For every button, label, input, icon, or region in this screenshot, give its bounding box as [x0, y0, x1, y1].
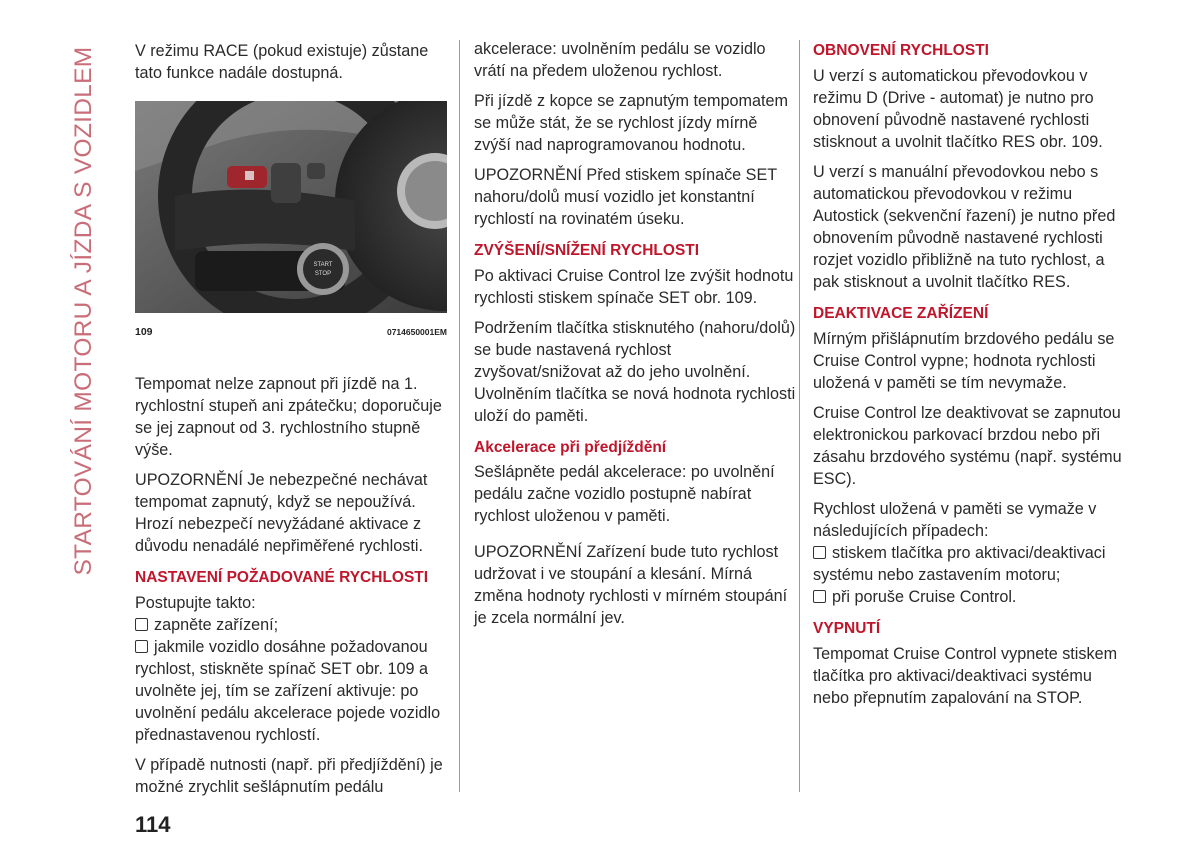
paragraph: Po aktivaci Cruise Control lze zvýšit hodnotu rychlosti stiskem spínače SET obr. 109.: [474, 267, 794, 307]
paragraph: Rychlost uložená v paměti se vymaže v následujících případech:: [813, 500, 1097, 540]
paragraph: Postupujte takto:: [135, 594, 256, 612]
figure-code: 0714650001EM: [386, 327, 447, 337]
column-divider-right: [799, 40, 800, 792]
page-number: 114: [135, 812, 171, 837]
warning-paragraph: UPOZORNĚNÍ Je nebezpečné nechávat tempomat zapnutý, když se nepoužívá. Hrozí nebezpečí nevyžádané aktivace z důvodu nenadálé nepřiměřené rychlosti.: [135, 471, 428, 555]
checkbox-bullet-icon: [135, 640, 148, 653]
paragraph: Cruise Control lze deaktivovat se zapnutou elektronickou parkovací brzdou nebo při zásahu brzdového systému (např. systému ESC).: [813, 404, 1122, 488]
list-item: [135, 614, 447, 636]
checkbox-bullet-icon: [135, 618, 148, 631]
warning-paragraph: UPOZORNĚNÍ Před stiskem spínače SET nahoru/dolů musí vozidlo jet konstantní rychlostí na rovinatém úseku.: [474, 166, 777, 228]
list-item: [813, 586, 1129, 608]
list-item: [813, 542, 1129, 586]
side-section-title: [66, 44, 102, 578]
checkbox-bullet-icon: [813, 546, 826, 559]
column-3: [813, 40, 1129, 717]
paragraph: Podržením tlačítka stisknutého (nahoru/dolů) se bude nastavená rychlost zvyšovat/snižovat až do jeho uvolnění. Uvolněním tlačítka se nová hodnota rychlosti uloží do paměti.: [474, 319, 796, 425]
heading-increase-decrease: ZVÝŠENÍ/SNÍŽENÍ RYCHLOSTI: [474, 242, 700, 259]
side-section-title-text: STARTOVÁNÍ MOTORU A JÍZDA S VOZIDLEM: [70, 46, 97, 576]
svg-text:STOP: STOP: [314, 271, 332, 277]
heading-deactivation: DEAKTIVACE ZAŘÍZENÍ: [813, 305, 989, 322]
intro-paragraph: V režimu RACE (pokud existuje) zůstane tato funkce nadále dostupná.: [135, 42, 429, 82]
warning-paragraph: UPOZORNĚNÍ Zařízení bude tuto rychlost udržovat i ve stoupání a klesání. Mírná změna hodnoty rychlosti v mírném stoupání je zcela normální jev.: [474, 543, 788, 627]
paragraph: Tempomat Cruise Control vypnete stiskem tlačítka pro aktivaci/deaktivaci systému nebo přepnutím zapalování na STOP.: [813, 645, 1118, 707]
column-divider-left: [459, 40, 460, 792]
list-item-text: zapněte zařízení;: [154, 616, 279, 634]
paragraph: U verzí s manuální převodovkou nebo s automatickou převodovkou v režimu Autostick (sekvenční řazení) je nutno před obnovením původně nastavené rychlosti rozjet vozidlo přibližně na tuto rychlost, a pak stisknout a uvolnit tlačítko RES.: [813, 163, 1116, 291]
heading-setting-speed: NASTAVENÍ POŽADOVANÉ RYCHLOSTI: [135, 569, 429, 586]
list-item-text: jakmile vozidlo dosáhne požadovanou rychlost, stiskněte spínač SET obr. 109 a uvolněte jej, tím se zařízení aktivuje: po uvolnění pedálu akcelerace pojede vozidlo přednastavenou rychlostí.: [135, 638, 441, 744]
paragraph: U verzí s automatickou převodovkou v režimu D (Drive - automat) je nutno pro obnovení původně nastavené rychlosti stisknout a uvolnit tlačítko RES obr. 109.: [813, 67, 1103, 151]
svg-text:START: START: [313, 262, 333, 268]
paragraph: Tempomat nelze zapnout při jízdě na 1. rychlostní stupeň ani zpátečku; doporučuje se jej zapnout od 3. rychlostního stupně výše.: [135, 375, 442, 459]
paragraph: Při jízdě z kopce se zapnutým tempomatem se může stát, že se rychlost jízdy mírně zvýší nad naprogramovanou hodnotu.: [474, 92, 788, 154]
subheading-overtaking: Akcelerace při předjíždění: [474, 439, 667, 456]
steering-wheel-figure: [135, 101, 447, 313]
paragraph: akcelerace: uvolněním pedálu se vozidlo vrátí na předem uloženou rychlost.: [474, 40, 766, 80]
figure-caption: [135, 321, 447, 343]
list-item-text: při poruše Cruise Control.: [832, 588, 1017, 606]
column-2: [474, 38, 796, 637]
paragraph: Sešlápněte pedál akcelerace: po uvolnění pedálu začne vozidlo postupně nabírat rychlost uloženou v paměti.: [474, 463, 775, 525]
checkbox-bullet-icon: [813, 590, 826, 603]
paragraph: V případě nutnosti (např. při předjíždění) je možné zrychlit sešlápnutím pedálu: [135, 756, 443, 796]
list-item: [135, 636, 447, 746]
column-1: [135, 40, 447, 806]
list-item-text: stiskem tlačítka pro aktivaci/deaktivaci systému nebo zastavením motoru;: [813, 544, 1106, 584]
figure-number: 109: [135, 326, 153, 338]
steering-wheel-photo: [135, 101, 447, 313]
heading-restore-speed: OBNOVENÍ RYCHLOSTI: [813, 42, 989, 59]
heading-turn-off: VYPNUTÍ: [813, 620, 881, 637]
paragraph: Mírným přišlápnutím brzdového pedálu se Cruise Control vypne; hodnota rychlosti uložená v paměti se tím nevymaže.: [813, 330, 1115, 392]
